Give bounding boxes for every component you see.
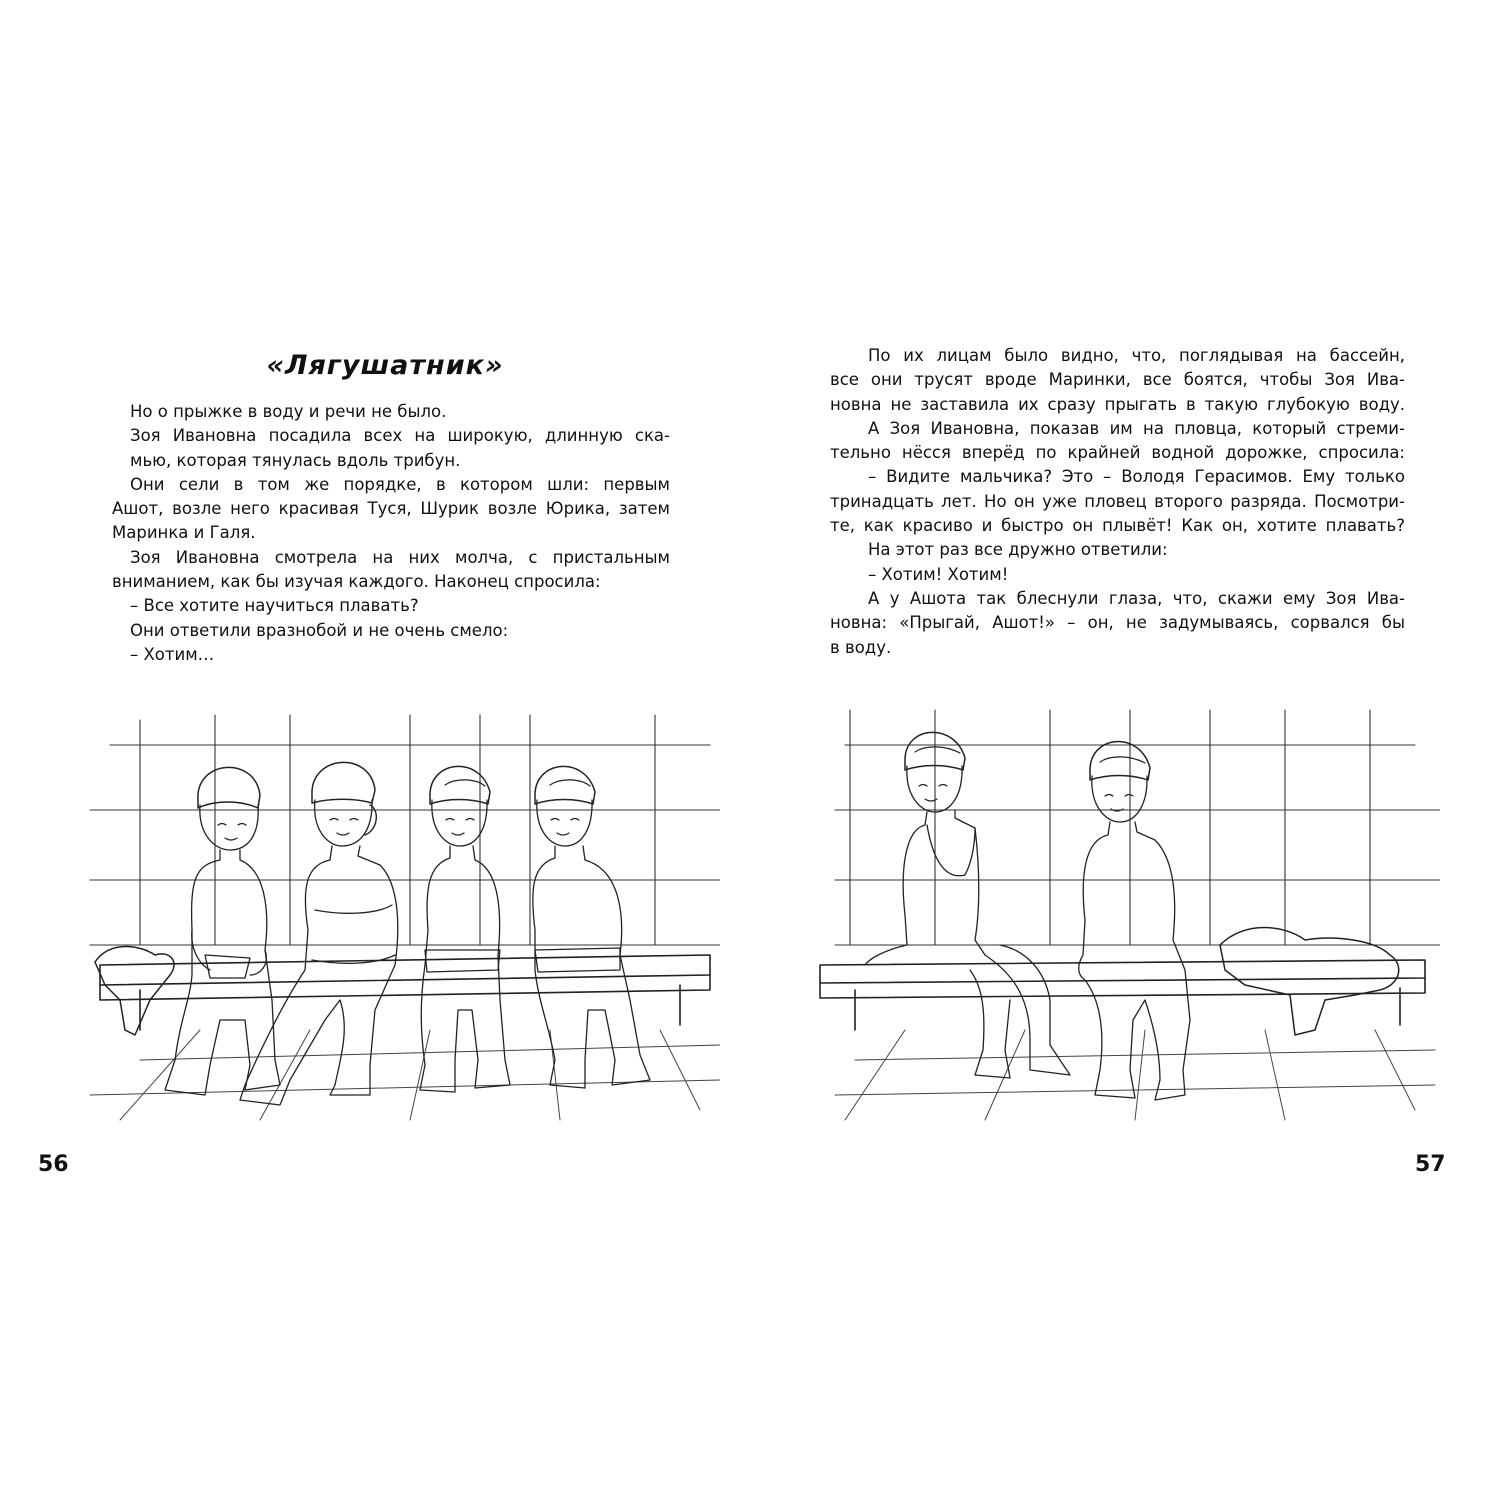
- text-line: – Видите мальчика? Это – Володя Герасимов. Ему только: [868, 467, 1405, 487]
- text-line: новна не заставила их сразу прыгать в такую глубокую воду.: [830, 394, 1405, 414]
- text-line: Зоя Ивановна посадила всех на широкую, длинную ска-: [130, 426, 670, 446]
- tile-wall: [835, 710, 1440, 945]
- text-line: А Зоя Ивановна, показав им на пловца, который стреми-: [868, 418, 1405, 438]
- text-line: те, как красиво и быстро он плывёт! Как он, хотите плавать?: [830, 516, 1405, 536]
- text-line: мью, которая тянулась вдоль трибун.: [130, 450, 461, 470]
- left-page-text: [112, 400, 670, 667]
- chapter-title: «Лягушатник»: [266, 350, 504, 381]
- text-line: новна: «Прыгай, Ашот!» – он, не задумываясь, сорвался бы: [830, 613, 1405, 633]
- child-2: [1079, 742, 1190, 1100]
- text-line: По их лицам было видно, что, поглядывая на бассейн,: [868, 346, 1405, 365]
- child-3: [420, 766, 510, 1092]
- right-page-text: [830, 344, 1405, 660]
- bench: [820, 960, 1425, 1030]
- text-line: тельно нёсся вперёд по крайней водной дорожке, спросила:: [830, 443, 1405, 463]
- text-line: Маринка и Галя.: [112, 523, 256, 543]
- page-number: 57: [1415, 1152, 1446, 1177]
- clothes-pile: [1220, 928, 1399, 1036]
- clothes-pile: [95, 946, 174, 1035]
- child-4: [533, 766, 650, 1088]
- text-line: Они ответили вразнобой и не очень смело:: [130, 620, 509, 640]
- text-line: – Хотим…: [130, 644, 215, 664]
- tile-wall: [90, 715, 720, 945]
- floor-tiles: [835, 1030, 1435, 1120]
- illustration-children-bench: [80, 700, 720, 1130]
- text-line: А у Ашота так блеснули глаза, что, скажи ему Зоя Ива-: [868, 588, 1405, 608]
- child-1: [865, 732, 1070, 1078]
- floor-tiles: [90, 1030, 720, 1120]
- page-number: 56: [38, 1152, 69, 1177]
- text-line: – Хотим! Хотим!: [868, 564, 1009, 584]
- text-line: тринадцать лет. Но он уже пловец второго разряда. Посмотри-: [830, 491, 1405, 511]
- text-line: Ашот, возле него красивая Туся, Шурик возле Юрика, затем: [112, 499, 670, 519]
- illustration-two-children-bench: [815, 700, 1440, 1130]
- text-line: в воду.: [830, 637, 892, 657]
- text-line: все они трусят вроде Маринки, все боятся, чтобы Зоя Ива-: [830, 370, 1405, 390]
- text-line: На этот раз все дружно ответили:: [868, 540, 1168, 560]
- text-line: – Все хотите научиться плавать?: [130, 596, 419, 616]
- text-line: Но о прыжке в воду и речи не было.: [130, 402, 447, 421]
- text-line: Они сели в том же порядке, в котором шли: первым: [130, 474, 670, 494]
- right-page: [750, 0, 1500, 1500]
- text-line: вниманием, как бы изучая каждого. Наконец спросила:: [112, 572, 601, 592]
- text-line: Зоя Ивановна смотрела на них молча, с пристальным: [130, 547, 670, 567]
